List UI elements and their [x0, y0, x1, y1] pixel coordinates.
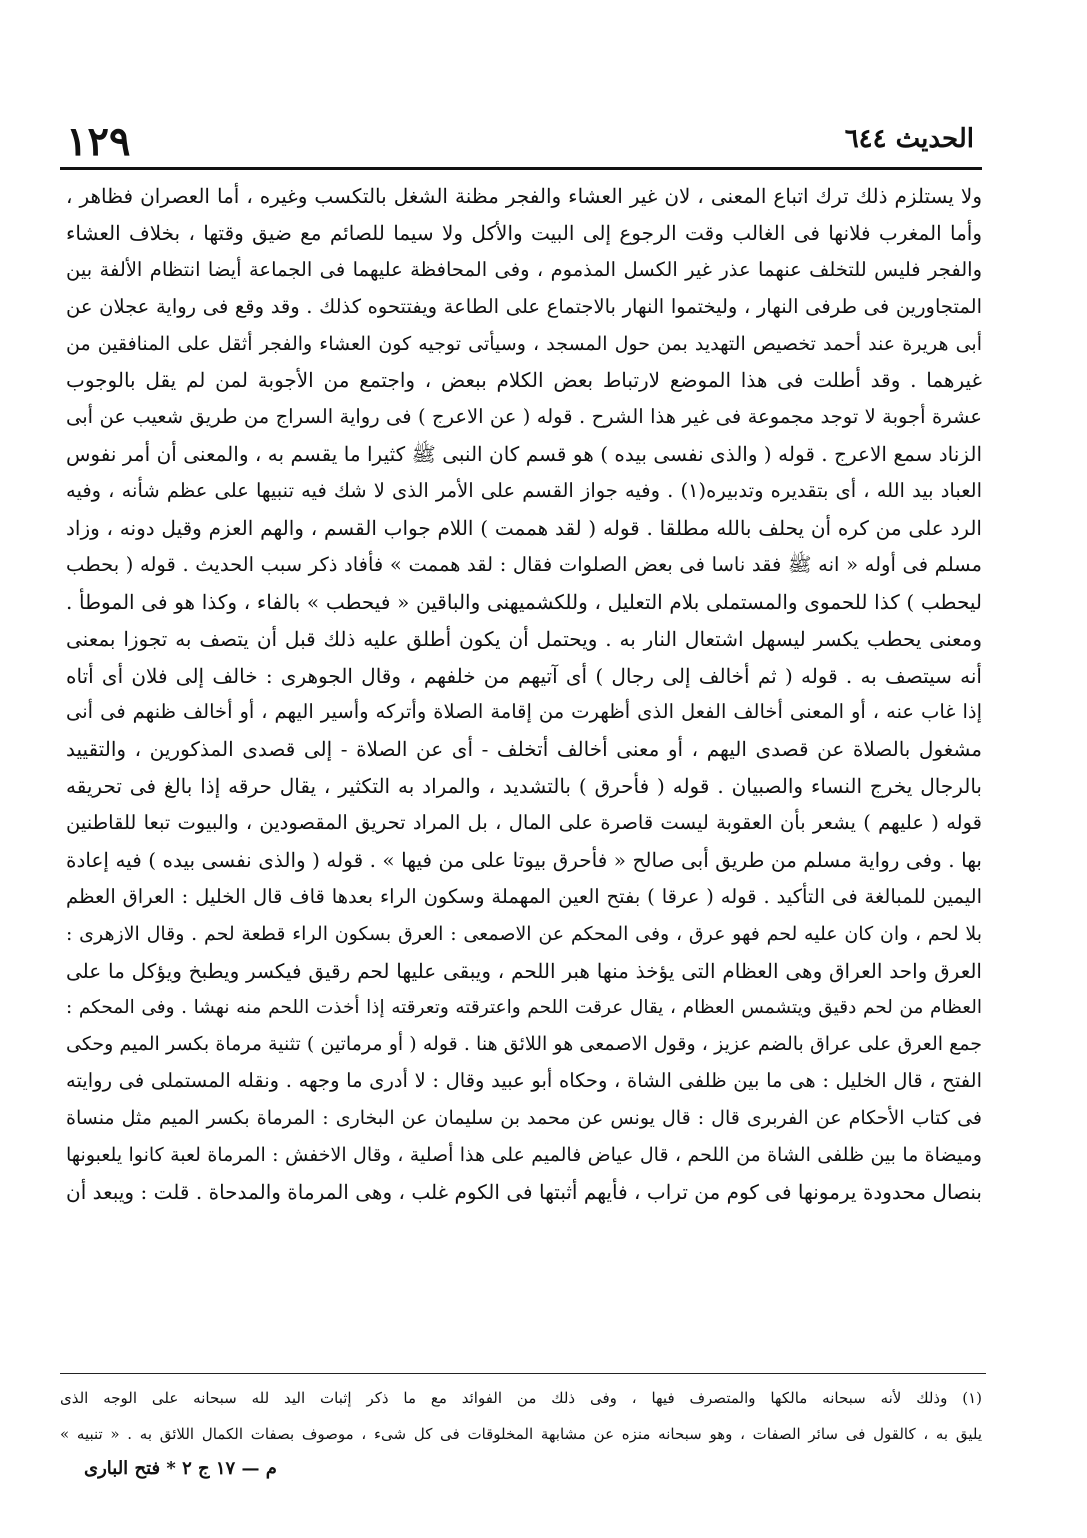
- body-line: قوله ( عليهم ) يشعر بأن العقوبة ليست قاصرة على المال ، بل المراد تحريق المقصودين ، والبيوت تبعا للقاطنين: [66, 811, 982, 835]
- body-line: أبى هريرة عند أحمد تخصيص التهديد بمن حول المسجد ، وسيأتى توجيه كون العشاء والفجر أثقل على المنافقين من: [66, 332, 982, 355]
- footnotes: [60, 1380, 982, 1452]
- body-line: والفجر فليس للتخلف عنهما عذر غير الكسل المذموم ، وفى المحافظة عليهما فى الجماعة أيضا انتظام الألفة بين: [66, 257, 982, 281]
- body-line: فى كتاب الأحكام عن الفربرى قال : قال يونس عن محمد بن سليمان عن البخارى : المرماة بكسر الميم مثل منساة: [66, 1107, 982, 1130]
- body-line: عشرة أجوبة لا توجد مجموعة فى غير هذا الشرح . قوله ( عن الاعرج ) فى رواية السراج من طريق شعيب عن أبى: [66, 405, 982, 429]
- body-line: الرد على من كره أن يحلف بالله مطلقا . قوله ( لقد هممت ) اللام جواب القسم ، والهم العزم وقيل دونه ، وزاد: [66, 516, 982, 541]
- body-line: بلا لحم ، وان كان عليه لحم فهو عرق ، وفى المحكم عن الاصمعى : العرق بسكون الراء قطعة لحم . وقال الازهرى :: [66, 922, 982, 945]
- body-line: ليحطب ) كذا للحموى والمستملى بلام التعليل ، وللكشميهنى والباقين « فيحطب » بالفاء ، وكذا هو فى الموطأ .: [66, 589, 982, 614]
- running-title: الحديث ٦٤٤: [844, 124, 974, 154]
- body-line: الزناد سمع الاعرج . قوله ( والذى نفسى بيده ) هو قسم كان النبى ﷺ كثيرا ما يقسم به ، والمعنى أن أمر نفوس: [66, 442, 982, 467]
- body-line: أنه سيتصف به . قوله ( ثم أخالف إلى رجال ) أى آتيهم من خلفهم ، وقال الجوهرى : خالف إلى فلان أى أتاه: [66, 663, 982, 688]
- body-line: إذا غاب عنه ، أو المعنى أخالف الفعل الذى أظهرت من إقامة الصلاة وأتركه وأسير اليهم ، أو أخالف ظنهم فى أنى: [66, 700, 982, 724]
- body-line: بها . وفى رواية مسلم من طريق أبى صالح « فأحرق بيوتا على من فيها » . قوله ( والذى نفسى بيده ) فيه إعادة: [66, 848, 982, 873]
- page-header: [66, 118, 974, 170]
- body-line: بنصال محدودة يرمونها فى كوم من تراب ، فأيهم أثبتها فى الكوم غلب ، وهى المرماة والمدحاة . قلت : ويبعد أن: [66, 1180, 982, 1205]
- body-line: العباد بيد الله ، أى بتقديره وتدبيره(١) . وفيه جواز القسم على الأمر الذى لا شك فيه تنبيها على عظم شأنه ، وفيه: [66, 479, 982, 503]
- commentary-body: [66, 178, 982, 1211]
- body-line: جمع العرق على عراق بالضم عزيز ، وقول الاصمعى هو اللائق هنا . قوله ( أو مرماتين ) تثنية مرماة بكسر الميم وحكى: [66, 1033, 982, 1056]
- footnote-line: يليق به ، كالقول فى سائر الصفات ، وهو سبحانه منزه عن مشابهة المخلوقات فى كل شىء ، موصوف بصفات الكمال اللائق به . « تنبيه »: [60, 1425, 982, 1443]
- footnote-line: (١) وذلك لأنه سبحانه مالكها والمتصرف فيها ، وفى ذلك من الفوائد مع ما ذكر إثبات اليد لله سبحانه على الوجه الذى: [60, 1389, 982, 1407]
- body-line: وأما المغرب فلانها فى الغالب وقت الرجوع إلى البيت والأكل ولا سيما للصائم مع ضيق وقتها ، بخلاف العشاء: [66, 220, 982, 245]
- body-line: مشغول بالصلاة عن قصدى اليهم ، أو معنى أخالف أتخلف - أى عن الصلاة - إلى قصدى المذكورين ، والتقييد: [66, 737, 982, 762]
- body-line: الفتح ، قال الخليل : هى ما بين ظلفى الشاة ، وحكاه أبو عبيد وقال : لا أدرى ما وجهه . ونقله المستملى فى روايته: [66, 1069, 982, 1093]
- body-line: المتجاورين فى طرفى النهار ، وليختموا النهار بالاجتماع على الطاعة ويفتتحوه كذلك . وقد وقع فى رواية عجلان عن: [66, 294, 982, 318]
- body-line: ومعنى يحطب يكسر ليسهل اشتعال النار به . ويحتمل أن يكون أطلق عليه ذلك قبل أن يتصف به تجوزا بمعنى: [66, 626, 982, 651]
- body-line: وميضاة ما بين ظلفى الشاة من اللحم ، قال عياض فالميم على هذا أصلية ، وقال الاخفش : المرماة لعبة كانوا يلعبونها: [66, 1144, 982, 1167]
- body-line: بالرجال يخرج النساء والصبيان . قوله ( فأحرق ) بالتشديد ، والمراد به التكثير ، يقال حرقه إذا بالغ فى تحريقه: [66, 774, 982, 799]
- body-line: اليمين للمبالغة فى التأكيد . قوله ( عرقا ) بفتح العين المهملة وسكون الراء بعدها قاف قال الخليل : العراق العظم: [66, 884, 982, 908]
- header-rule: [60, 167, 982, 170]
- body-line: العظام من لحم دقيق ويتشمس العظام ، يقال عرقت اللحم واعترقته وتعرقته إذا أخذت اللحم منه نهشا . وفى المحكم :: [66, 996, 982, 1018]
- body-line: العرق واحد العراق وهى العظام التى يؤخذ منها هبر اللحم ، ويبقى عليها لحم رقيق فيكسر ويطبخ ويؤكل ما على: [66, 958, 982, 983]
- printer-signature: م — ١٧ ج ٢ * فتح البارى: [84, 1458, 277, 1479]
- footnote-rule: [60, 1373, 986, 1374]
- body-line: غيرهما . وقد أطلت فى هذا الموضع لارتباط بعض الكلام ببعض ، واجتمع من الأجوبة لمن لم يقل بالوجوب: [66, 368, 982, 393]
- body-line: مسلم فى أوله « انه ﷺ فقد ناسا فى بعض الصلوات فقال : لقد هممت » فأفاد ذكر سبب الحديث . قوله ( بحطب: [66, 552, 982, 576]
- page-number: ١٢٩: [66, 118, 131, 165]
- body-line: ولا يستلزم ذلك ترك اتباع المعنى ، لان غير العشاء والفجر مظنة الشغل بالتكسب وغيره ، أما العصران فظاهر ،: [66, 184, 982, 208]
